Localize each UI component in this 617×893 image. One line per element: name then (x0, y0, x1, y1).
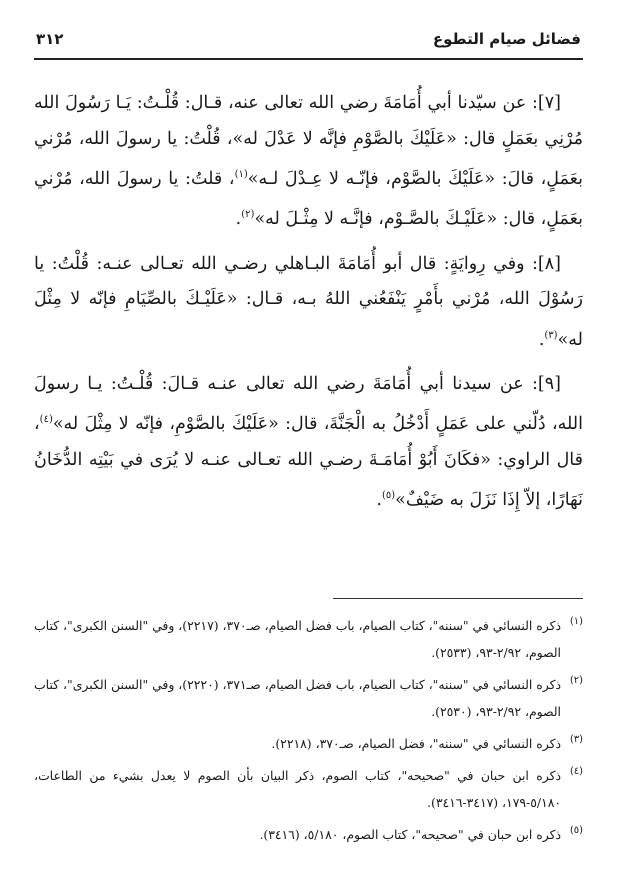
page-number: ٣١٢ (36, 30, 64, 48)
footnote-3: (٣) ذكره النسائي في "سننه"، فضل الصيام، صـ٣٧٠، (٢٢١٨). (271, 734, 583, 751)
running-header (34, 26, 583, 60)
hadith-8: [٨]: وفي رِوايَةٍ: قال أبو أُمَامَةَ البـاهلي رضـي الله تعـالى عنـه: قُلْتُ: يا رَسُوْلَ الله، مُرْني بأَمْرٍ يَنْفَعُني اللهُ بـه، قـال: «عَلَيْـكَ بالصِّيَامِ فإنّه لا مِثْلَ له»$^{(٣)}$. (34, 253, 583, 350)
footnote-ref-3[interactable]: (٣) (544, 329, 558, 341)
hadith-9: [٩]: عن سيدنا أبي أُمَامَةَ رضي الله تعالى عنـه قـالَ: قُلْـتُ: يـا رسولَ الله، دُلّني على عَمَلٍ أَدْخُلُ به الْجَنَّةَ، قال: «عَلَيْكَ بالصَّوْمِ، فإنّه لا مِثْلَ له»$^{(٤)}$، قال الراوي: «فكَانَ أَبُوْ أُمَامَـةَ رضـي الله تعـالى عنـه لا يُرَى في بَيْتِه الدُّخَانُ نَهَارًا، إلاّ إِذَا نَزَلَ به ضَيْفٌ»$^{(٥)}$. (34, 373, 583, 511)
footnotes (34, 612, 583, 853)
hadith-7: [٧]: عن سيّدنا أبي أُمَامَةَ رضي الله تعالى عنه، قـال: قُلْـتُ: يَـا رَسُولَ الله مُرْنِي بعَمَلٍ قال: «عَلَيْكَ بالصَّوْمِ فإنَّه لا عَدْلَ له»، قُلْتُ: يا رسولَ الله، مُرْني بعَمَلٍ، قالَ: «عَلَيْكَ بالصَّوْم، فإنّـه لا عِـدْلَ لـه»$^{(١)}$، قلتُ: يا رسولَ الله، مُرْني بعَمَلٍ، قال: «عَلَيْـكَ بالصَّـوْم، فإنَّـه لا مِثْـلَ له»$^{(٢)}$. (34, 93, 583, 230)
footnote-separator (333, 598, 583, 599)
footnote-ref-5[interactable]: (٥) (381, 490, 396, 502)
footnote-ref-4[interactable]: (٤) (39, 414, 53, 426)
footnote-2: (٢) ذكره النسائي في "سننه"، كتاب الصيام، باب فضل الصيام، صـ٣٧١، (٢٢٢٠)، وفي "السنن الكبرى"، كتاب الصوم، ٢/٩٢-٩٣، (٢٥٣٠). (34, 675, 583, 719)
footnote-5: (٥) ذكره ابن حبان في "صحيحه"، كتاب الصوم، ٥/١٨٠، (٣٤١٦). (259, 825, 583, 842)
main-text (34, 86, 583, 528)
footnote-1: (١) ذكره النسائي في "سننه"، كتاب الصيام، باب فضل الصيام، صـ٣٧٠، (٢٢١٧)، وفي "السنن الكبرى"، كتاب الصوم، ٢/٩٢-٩٣، (٢٥٣٣). (34, 616, 583, 660)
footnote-ref-2[interactable]: (٢) (241, 209, 255, 221)
running-title: فضائل صيام التطوع (432, 30, 581, 48)
footnote-4: (٤) ذكره ابن حبان في "صحيحه"، كتاب الصوم، ذكر البيان بأن الصوم لا يعدل بشيء من الطاعات، ٥/١٨٠-١٧٩، (٣٤١٧-٣٤١٦). (34, 766, 583, 810)
footnote-ref-1[interactable]: (١) (234, 169, 248, 180)
